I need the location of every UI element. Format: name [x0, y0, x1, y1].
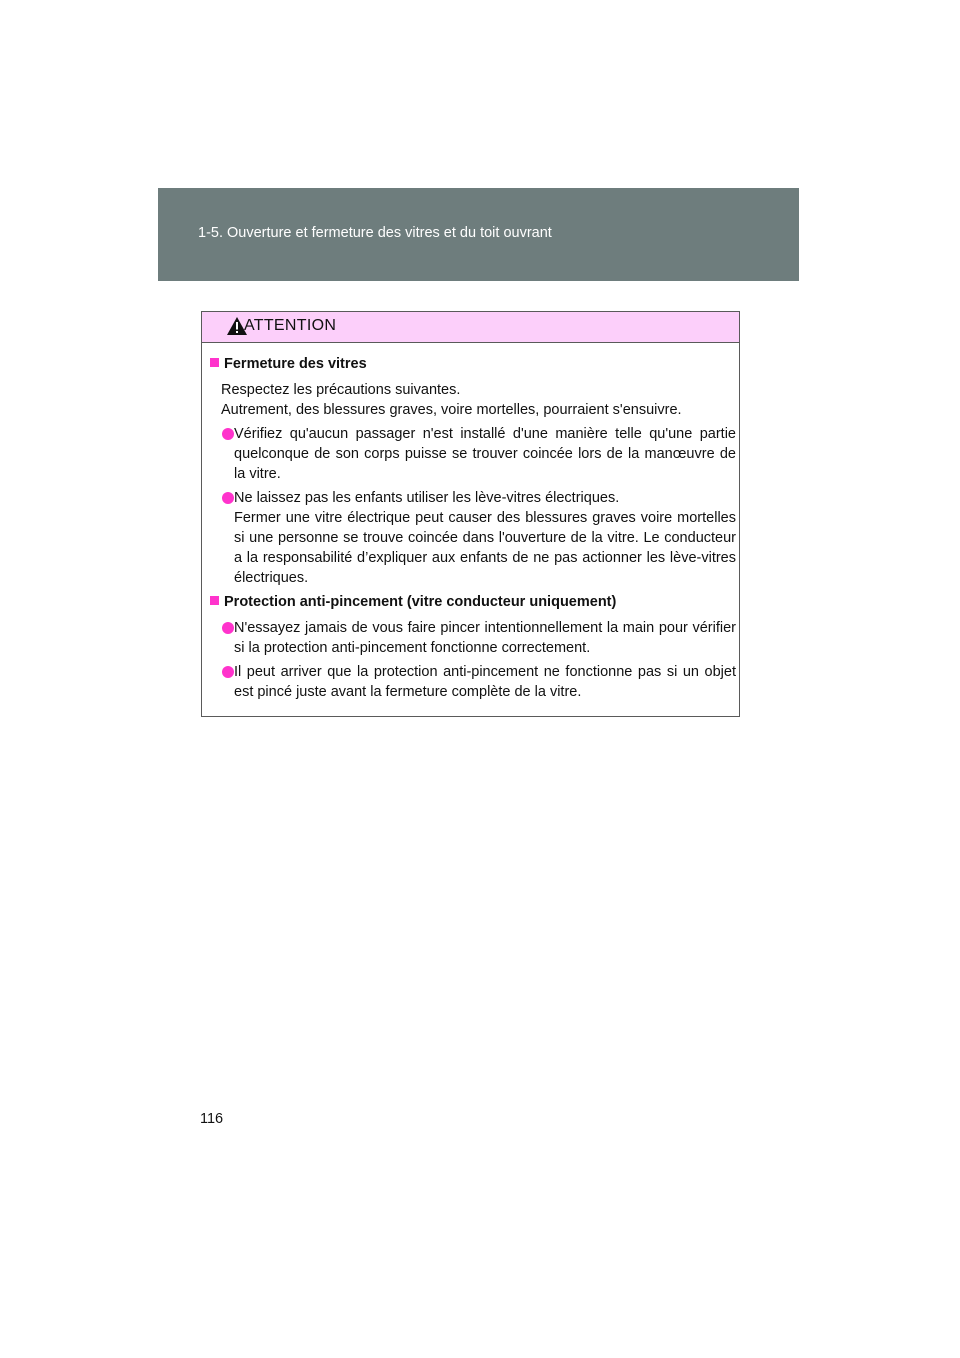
page-number: 116 [200, 1111, 224, 1127]
dot-icon [222, 428, 234, 440]
dot-icon [222, 666, 234, 678]
intro-line: Respectez les précautions suivantes. [221, 382, 461, 398]
section-heading-protection [210, 592, 616, 612]
attention-header [202, 312, 739, 343]
section-heading-text: Fermeture des vitres [224, 356, 367, 372]
bullet-item [222, 424, 736, 484]
section-heading-fermeture [210, 354, 367, 374]
dot-icon [222, 622, 234, 634]
dot-icon [222, 492, 234, 504]
bullet-text [234, 488, 736, 588]
bullet-text: Vérifiez qu'aucun passager n'est installé d'une manière telle qu'une partie quelconque de son corps puisse se trouver coincée lors de la manœuvre de la vitre. [234, 426, 736, 482]
attention-box [201, 311, 740, 717]
section-title: 1-5. Ouverture et fermeture des vitres et du toit ouvrant [198, 225, 552, 241]
bullet-text: N'essayez jamais de vous faire pincer intentionnellement la main pour vérifier si la protection anti-pincement fonctionne correctement. [234, 620, 736, 656]
bullet-line: Ne laissez pas les enfants utiliser les lève-vitres électriques. [234, 490, 620, 506]
section-intro [221, 380, 735, 420]
bullet-item [222, 662, 736, 702]
bullet-item [222, 618, 736, 658]
header-band [158, 188, 799, 281]
bullet-text: Il peut arriver que la protection anti-pincement ne fonctionne pas si un objet est pincé juste avant la fermeture complète de la vitre. [234, 664, 736, 700]
square-icon [210, 596, 219, 605]
attention-label: ATTENTION [244, 317, 337, 334]
bullet-item [222, 488, 736, 588]
section-heading-text: Protection anti-pincement (vitre conducteur uniquement) [224, 594, 617, 610]
intro-line: Autrement, des blessures graves, voire mortelles, pourraient s'ensuivre. [221, 402, 682, 418]
square-icon [210, 358, 219, 367]
bullet-line: Fermer une vitre électrique peut causer des blessures graves voire mortelles si une personne se trouve coincée dans l'ouverture de la vitre. Le conducteur a la responsabilité d’expliquer aux enfants de ne pas actionner les lève-vitres électriques. [234, 510, 736, 586]
